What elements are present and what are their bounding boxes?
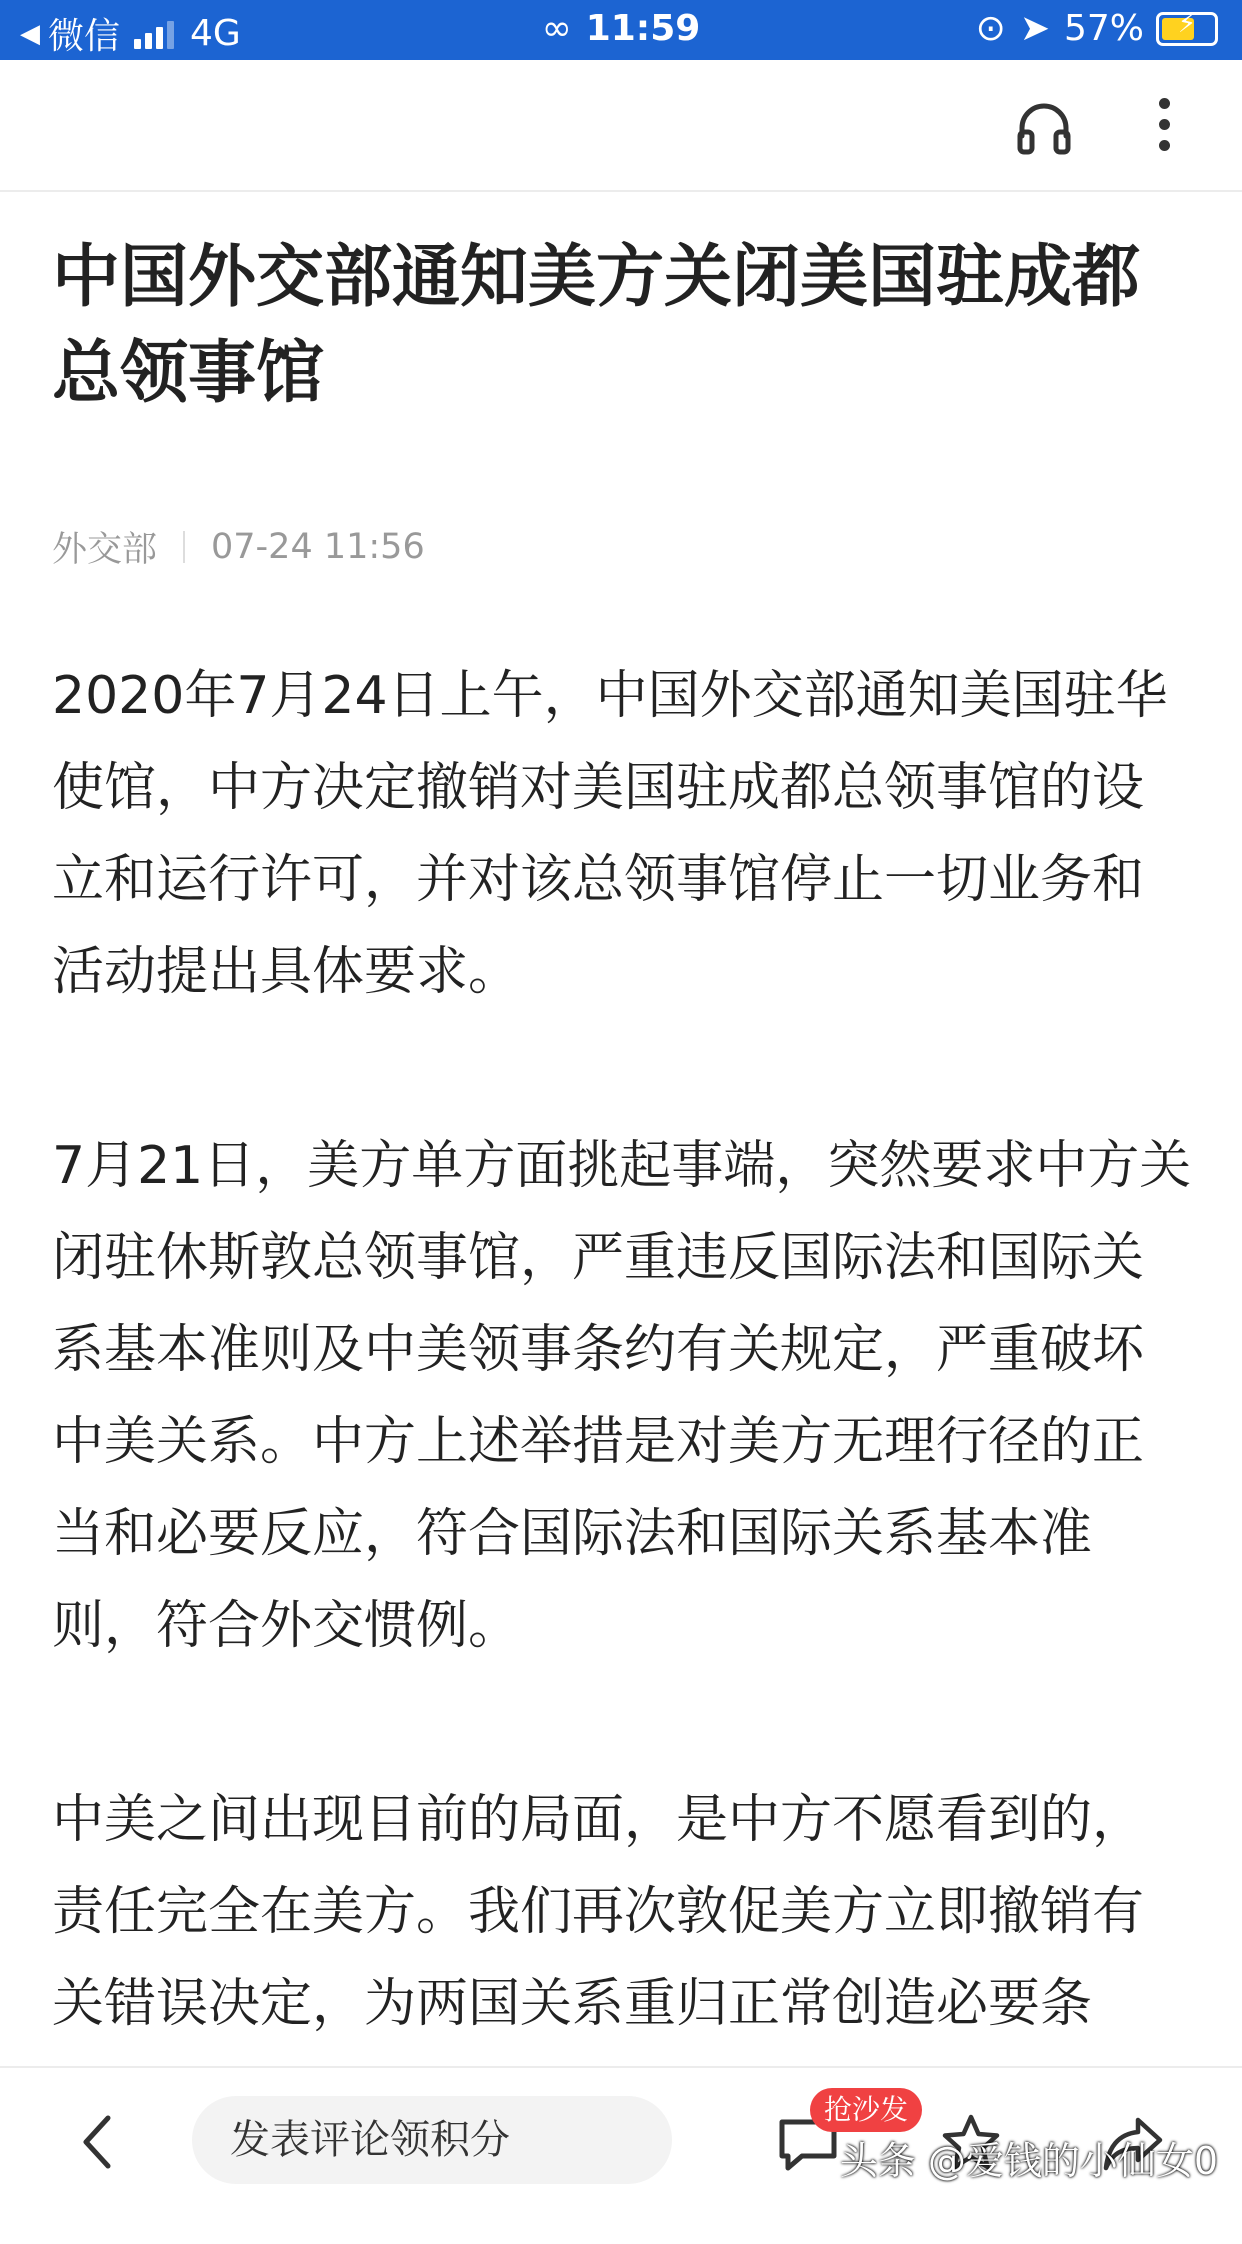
back-to-app-icon[interactable]: ◀: [20, 18, 40, 49]
article-source[interactable]: 外交部: [52, 530, 158, 570]
article-top-bar: [0, 60, 1242, 192]
battery-percent: 57%: [1063, 8, 1144, 49]
charging-icon: ⚡: [1177, 8, 1197, 39]
location-icon: ➤: [1019, 8, 1050, 49]
link-icon: ∞: [541, 8, 572, 49]
article-time: 07-24 11:56: [211, 527, 425, 567]
article-paragraph: 中美之间出现目前的局面，是中方不愿看到的，责任完全在美方。我们再次敦促美方立即撤销有关错误决定，为两国关系重归正常创造必要条: [52, 1790, 1145, 2034]
article-paragraph: 2020年7月24日上午，中国外交部通知美国驻华使馆，中方决定撤销对美国驻成都总领事馆的设立和运行许可，并对该总领事馆停止一切业务和活动提出具体要求。: [52, 666, 1168, 1002]
article-paragraph: 7月21日，美方单方面挑起事端，突然要求中方关闭驻休斯敦总领事馆，严重违反国际法和国际关系基本准则及中美领事条约有关规定，严重破坏中美关系。中方上述举措是对美方无理行径的正当和必要反应，符合国际法和国际关系基本准则，符合外交惯例。: [52, 1136, 1192, 1656]
more-vertical-icon[interactable]: [1156, 98, 1172, 158]
article-meta: [52, 522, 425, 572]
battery-icon: [1156, 8, 1218, 46]
back-arrow-icon[interactable]: [74, 2112, 124, 2172]
back-app-label[interactable]: 微信: [48, 16, 121, 57]
sofa-badge[interactable]: 抢沙发: [810, 2088, 922, 2132]
watermark: 头条 @爱钱的小仙女0: [839, 2139, 1218, 2183]
bottom-action-bar: [0, 2066, 1242, 2210]
orientation-lock-icon: ⊙: [975, 8, 1006, 49]
status-right: [962, 8, 1218, 49]
headphones-icon[interactable]: [1014, 100, 1074, 156]
comment-input[interactable]: 发表评论领积分: [192, 2096, 672, 2184]
status-bar: [0, 0, 1242, 60]
meta-divider: [183, 531, 185, 563]
network-type: 4G: [190, 13, 241, 54]
article-body: [52, 650, 1192, 2244]
article-title: 中国外交部通知美方关闭美国驻成都总领事馆: [52, 238, 1141, 413]
status-time: 11:59: [585, 8, 701, 49]
